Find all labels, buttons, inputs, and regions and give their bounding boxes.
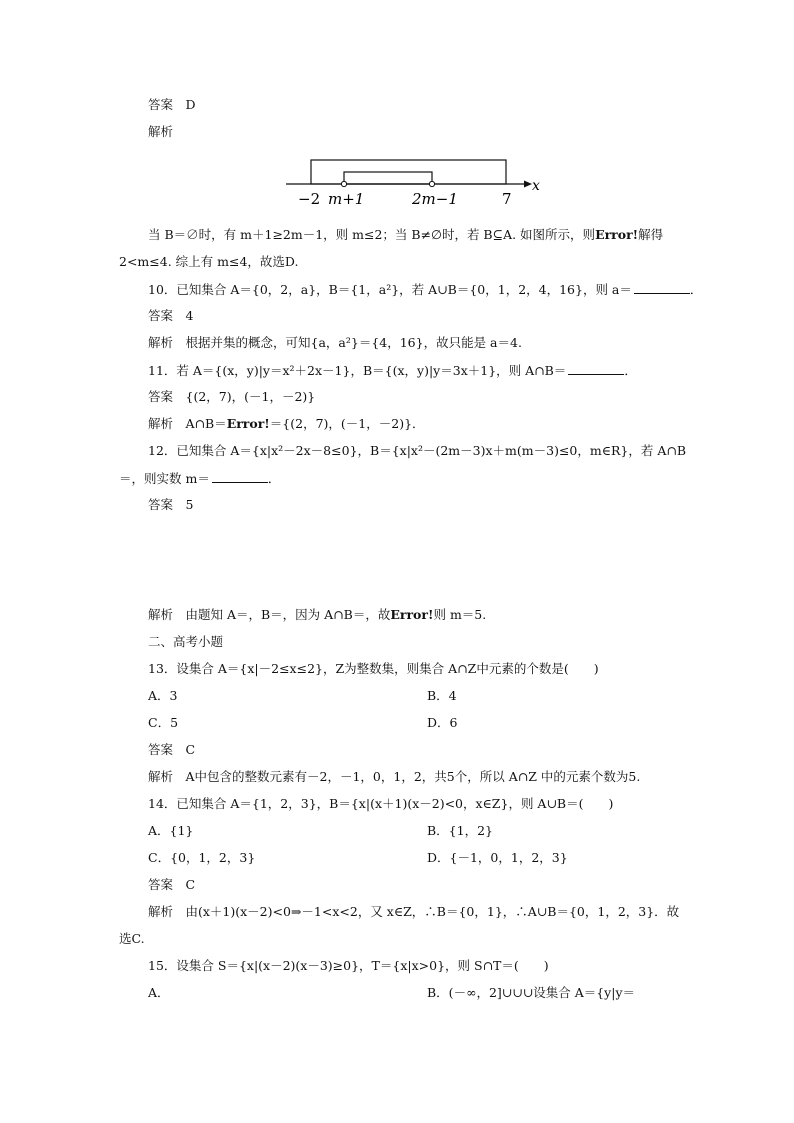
answer-blank (212, 470, 268, 483)
answer-line: 答案 C (148, 742, 196, 757)
tick-label-7: 7 (502, 190, 512, 208)
analysis-line: 解析 由题知 A＝，B＝，因为 A∩B＝，故Error!则 m＝5. (148, 607, 487, 622)
question-11: 11．若 A＝{(x，y)|y＝x²＋2x－1}，B＝{(x，y)|y＝3x＋1}，则 A∩B＝ ． (148, 363, 637, 378)
answer-blank (568, 362, 624, 375)
answer-line: 答案 5 (148, 497, 194, 512)
number-line-figure (282, 150, 544, 210)
axis-label-x: x (532, 178, 540, 194)
analysis-line: 解析 A∩B＝Error!＝{(2，7)，(－1，－2)}． (148, 416, 425, 431)
error-mark: Error! (390, 607, 434, 622)
option-a: A． (148, 985, 170, 1000)
answer-line: 答案 4 (148, 308, 194, 323)
option-d: D．6 (427, 715, 458, 730)
section-heading: 二、高考小题 (148, 634, 224, 649)
option-c: C．{0，1，2，3} (148, 850, 256, 865)
option-a: A．3 (148, 688, 178, 703)
question-13: 13．设集合 A＝{x|－2≤x≤2}，Z为整数集，则集合 A∩Z中元素的个数是( ) (148, 661, 599, 676)
option-b: B．(－∞，2]∪∪∪设集合 A＝{y|y＝ (427, 985, 636, 1000)
analysis-line-continued: 选C. (119, 931, 145, 946)
option-b: B．4 (427, 688, 457, 703)
option-b: B．{1，2} (427, 823, 493, 838)
analysis-line: 解析 A中包含的整数元素有－2，－1，0，1，2，共5个，所以 A∩Z 中的元素个数为5. (148, 769, 641, 784)
analysis-text-line: 2<m≤4. 综上有 m≤4，故选D. (119, 254, 299, 269)
tick-label-2m-minus-1: 2m−1 (412, 190, 458, 208)
analysis-line: 解析 由(x＋1)(x－2)<0⇒－1<x<2，又 x∈Z，∴B＝{0，1}，∴A∪B＝{0，1，2，3}．故 (148, 904, 680, 919)
option-c: C．5 (148, 715, 179, 730)
answer-line: 答案 C (148, 877, 196, 892)
option-d: D．{－1，0，1，2，3} (427, 850, 568, 865)
analysis-line: 解析 根据并集的概念，可知{a，a²}＝{4，16}，故只能是 a＝4. (148, 335, 522, 350)
question-12: 12．已知集合 A＝{x|x²－2x－8≤0}，B＝{x|x²－(2m－3)x＋m(m－3)≤0，m∈R}，若 A∩B (148, 443, 687, 458)
answer-line: 答案 D (148, 97, 196, 112)
analysis-text-line: 当 B＝∅时，有 m＋1≥2m－1，则 m≤2；当 B≠∅时，若 B⊆A. 如图所示，则Error!解得 (148, 227, 664, 242)
error-mark: Error! (226, 416, 270, 431)
question-15: 15．设集合 S＝{x|(x－2)(x－3)≥0}，T＝{x|x>0}，则 S∩T＝( ) (148, 958, 549, 973)
question-12-continued: ＝，则实数 m＝ ． (119, 471, 281, 486)
option-a: A．{1} (148, 823, 194, 838)
question-14: 14．已知集合 A＝{1，2，3}，B＝{x|(x＋1)(x－2)<0，x∈Z}，则 A∪B＝( ) (148, 796, 614, 811)
answer-line: 答案 {(2，7)，(－1，－2)} (148, 389, 316, 404)
tick-label-neg2: −2 (298, 190, 321, 208)
answer-blank (634, 281, 690, 294)
error-mark: Error! (595, 227, 639, 242)
tick-label-m-plus-1: m+1 (328, 190, 365, 208)
analysis-heading: 解析 (148, 124, 174, 139)
question-10: 10．已知集合 A＝{0，2，a}，B＝{1，a²}，若 A∪B＝{0，1，2，4，16}，则 a＝ ． (148, 282, 703, 297)
